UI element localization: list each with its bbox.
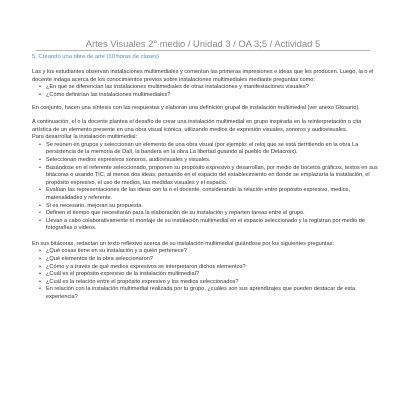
reflection-question: • ¿Cuál es el propósito expresivo de la instalación multimedial? [46, 271, 378, 279]
page-header [36, 0, 370, 51]
reflection-question: • ¿Qué elementos de la obra seleccionaron? [46, 256, 378, 264]
reflection-question: • ¿Cuál es la relación entre el propósito expresivo y los medios seleccionados? [46, 279, 378, 287]
challenge-step: • Basándose en el referente seleccionado, proponen su propósito expresivo y desarrollan, por medio de bocetos gráficos, textos en sus bitácoras o usando TIC, al menos dos ideas, pensando en el espacio del establecimiento en donde se emplazaría la instalación, el propósito expresivo, el uso de medios, las medidas visuales y el espacio. [46, 165, 378, 188]
continuation-paragraph: A continuación, el o la docente plantea el desafío de crear una instalación multimedial en grupo inspirada en la reinterpretación o cita artística de un elemento presente en una obra visual icónica, utilizando medios de expresión visuales, sonoros y audiovisuales. [32, 118, 362, 133]
challenge-step: • Llevan a cabo colaborativamente el montaje de su instalación multimedial en el espacio seleccionado y la registran por medio de fotografías o videos. [46, 218, 378, 233]
challenge-step: • Se reúnen en grupos y seleccionan un elemento de una obra visual (por ejemplo: el reloj que se está derritiendo en la obra La persistencia de la memoria de Dalí, la bandera en la obra La libertad guiando al pueblo de Delacroix). [46, 142, 378, 157]
reflection-lead: En sus bitácoras, redactan un texto reflexivo acerca de su instalación multimedial guiándose por los siguientes preguntas: [32, 240, 334, 247]
challenge-step: • Si es necesario, mejoran su propuesta. [46, 203, 378, 211]
challenge-step: • Seleccionan medios expresivos sonoros, audiovisuales y visuales. [46, 157, 378, 165]
reflection-question: • En relación con la instalación multimedial realizada por tu grupo, ¿cuáles son sus aprendizajes que pueden destacar de esta experiencia? [46, 286, 378, 301]
reflection-question: • ¿Qué cosas tiene en su instalación y a quién pertenece? [46, 248, 378, 256]
challenge-step-list [32, 142, 378, 233]
challenge-step: • Evalúan las representaciones de las ideas con la o el docente, considerando la relación entre propósito expresivo, medios, materialidades y referente. [46, 187, 378, 202]
intro-paragraph: Las y los estudiantes observan instalaciones multimediales y comentan las primeras impresiones e ideas que les producen. Luego, la o el docente indaga acerca de los conocimientos previos sobre instalaciones multimediales mediante preguntas como: [32, 69, 374, 83]
challenge-step: • Definen el tiempo que necesitarán para la elaboración de su instalación y reparten tareas entre el grupo. [46, 210, 378, 218]
reflection-question-list [32, 248, 378, 301]
challenge-lead: Para desarrollar la instalación multimedial: [32, 134, 138, 141]
intro-question: • ¿Cómo definirían las instalaciones multimediales? [46, 92, 378, 100]
intro-question: • ¿En qué se diferencian las instalaciones multimediales de otras instalaciones y manifestaciones visuales? [46, 84, 378, 92]
reflection-question: • ¿Cómo y a través de qué medios expresivos se interpretaron dichos elementos? [46, 264, 378, 272]
intro-question-list [32, 84, 378, 99]
synthesis-paragraph: En conjunto, hacen una síntesis con las respuestas y elaboran una definición grupal de instalación multimedial (ver anexo Glosario). [32, 105, 360, 112]
document-body [32, 69, 378, 302]
header-title: Artes Visuales 2° medio / Unidad 3 / OA 3;5 / Actividad 5 [85, 38, 321, 49]
section-heading: 5. Creando una obra de arte (10 horas de clases) [32, 54, 159, 60]
